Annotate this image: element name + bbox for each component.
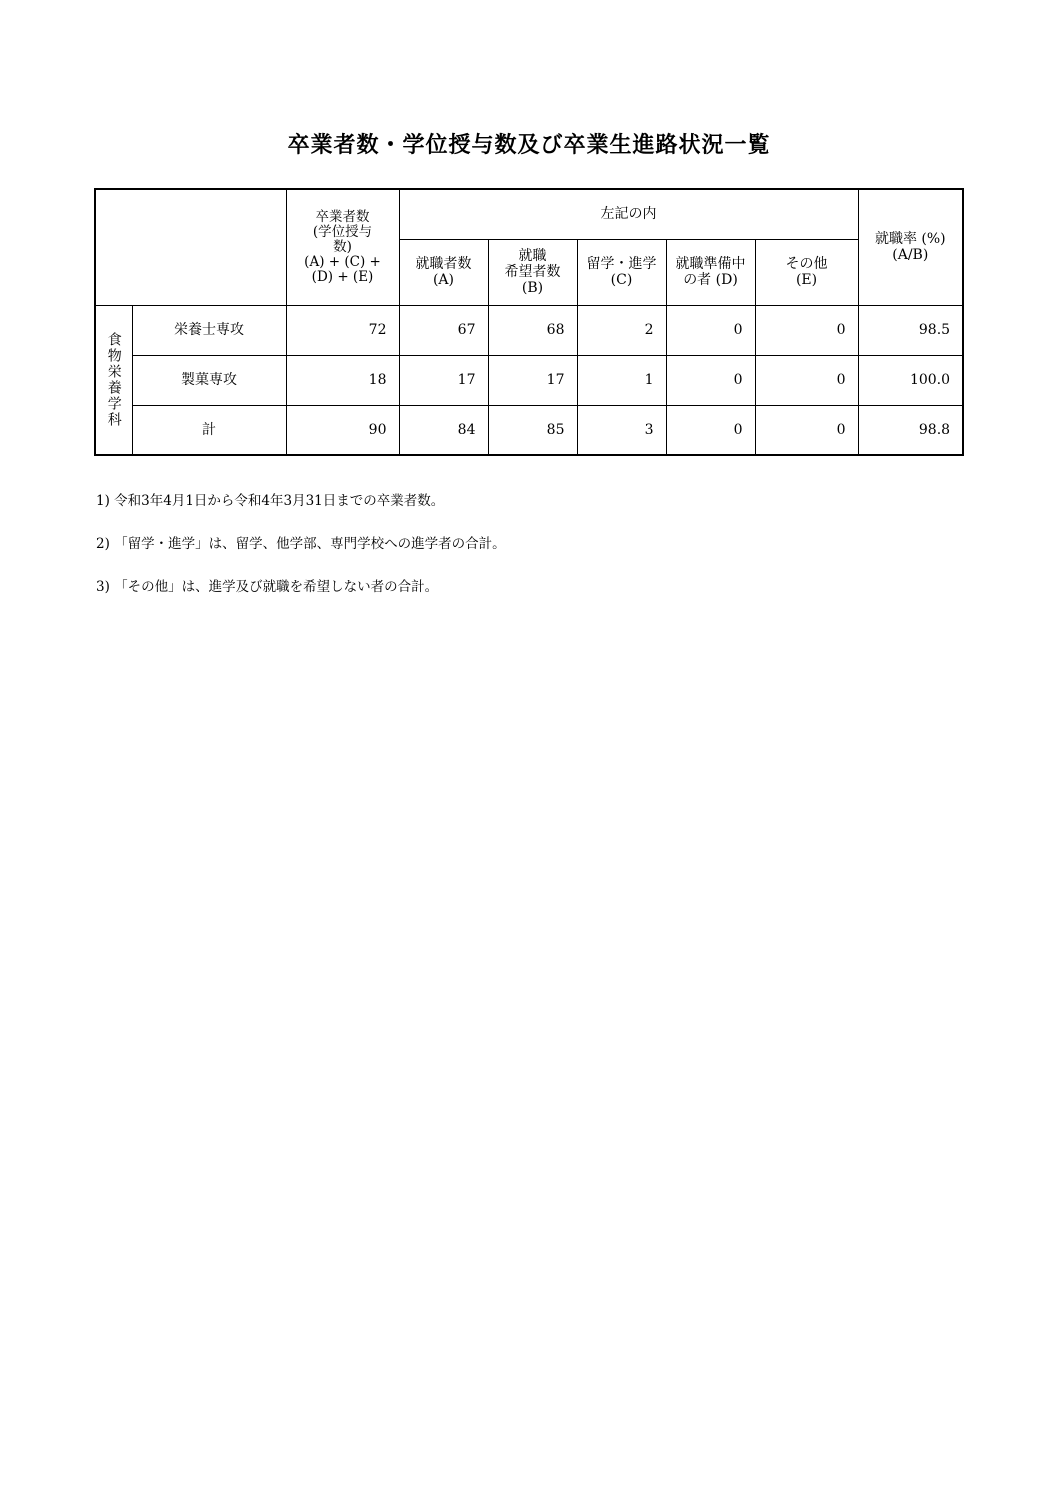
cell-employed: 67 (399, 305, 488, 355)
header-employment-rate: 就職率 (%) (A/B) (858, 189, 963, 305)
header-preparing: 就職準備中 の者 (D) (666, 239, 755, 305)
cell-study: 1 (577, 355, 666, 405)
footnote: 1) 令和3年4月1日から令和4年3月31日までの卒業者数。 (96, 493, 445, 509)
cell-study: 2 (577, 305, 666, 355)
header-study: 留学・進学 (C) (577, 239, 666, 305)
cell-rate: 98.5 (858, 305, 963, 355)
header-group-breakdown: 左記の内 (399, 189, 858, 239)
cell-other: 0 (755, 305, 858, 355)
cell-total: 18 (286, 355, 399, 405)
course-name: 栄養士専攻 (132, 305, 286, 355)
header-other: その他 (E) (755, 239, 858, 305)
graduate-status-table (94, 188, 964, 456)
cell-preparing: 0 (666, 355, 755, 405)
header-employed: 就職者数 (A) (399, 239, 488, 305)
cell-seeking: 85 (488, 405, 577, 455)
table-row (95, 305, 963, 355)
table-row (95, 355, 963, 405)
cell-total: 90 (286, 405, 399, 455)
course-name: 製菓専攻 (132, 355, 286, 405)
page-title: 卒業者数・学位授与数及び卒業生進路状況一覧 (287, 133, 771, 158)
header-total-graduates: 卒業者数 (学位授与 数) (A) + (C) + (D) + (E) (286, 189, 399, 305)
course-name: 計 (132, 405, 286, 455)
cell-preparing: 0 (666, 405, 755, 455)
cell-other: 0 (755, 355, 858, 405)
header-blank-cell (95, 189, 286, 305)
table-row-total (95, 405, 963, 455)
header-seeking: 就職 希望者数 (B) (488, 239, 577, 305)
cell-rate: 98.8 (858, 405, 963, 455)
footnote: 3) 「その他」は、進学及び就職を希望しない者の合計。 (96, 579, 439, 595)
cell-total: 72 (286, 305, 399, 355)
cell-rate: 100.0 (858, 355, 963, 405)
cell-seeking: 68 (488, 305, 577, 355)
cell-other: 0 (755, 405, 858, 455)
cell-study: 3 (577, 405, 666, 455)
cell-preparing: 0 (666, 305, 755, 355)
cell-employed: 17 (399, 355, 488, 405)
cell-employed: 84 (399, 405, 488, 455)
footnote: 2) 「留学・進学」は、留学、他学部、専門学校への進学者の合計。 (96, 536, 506, 552)
cell-seeking: 17 (488, 355, 577, 405)
department-label: 食物栄養学科 (95, 305, 132, 455)
footnotes (96, 489, 506, 618)
